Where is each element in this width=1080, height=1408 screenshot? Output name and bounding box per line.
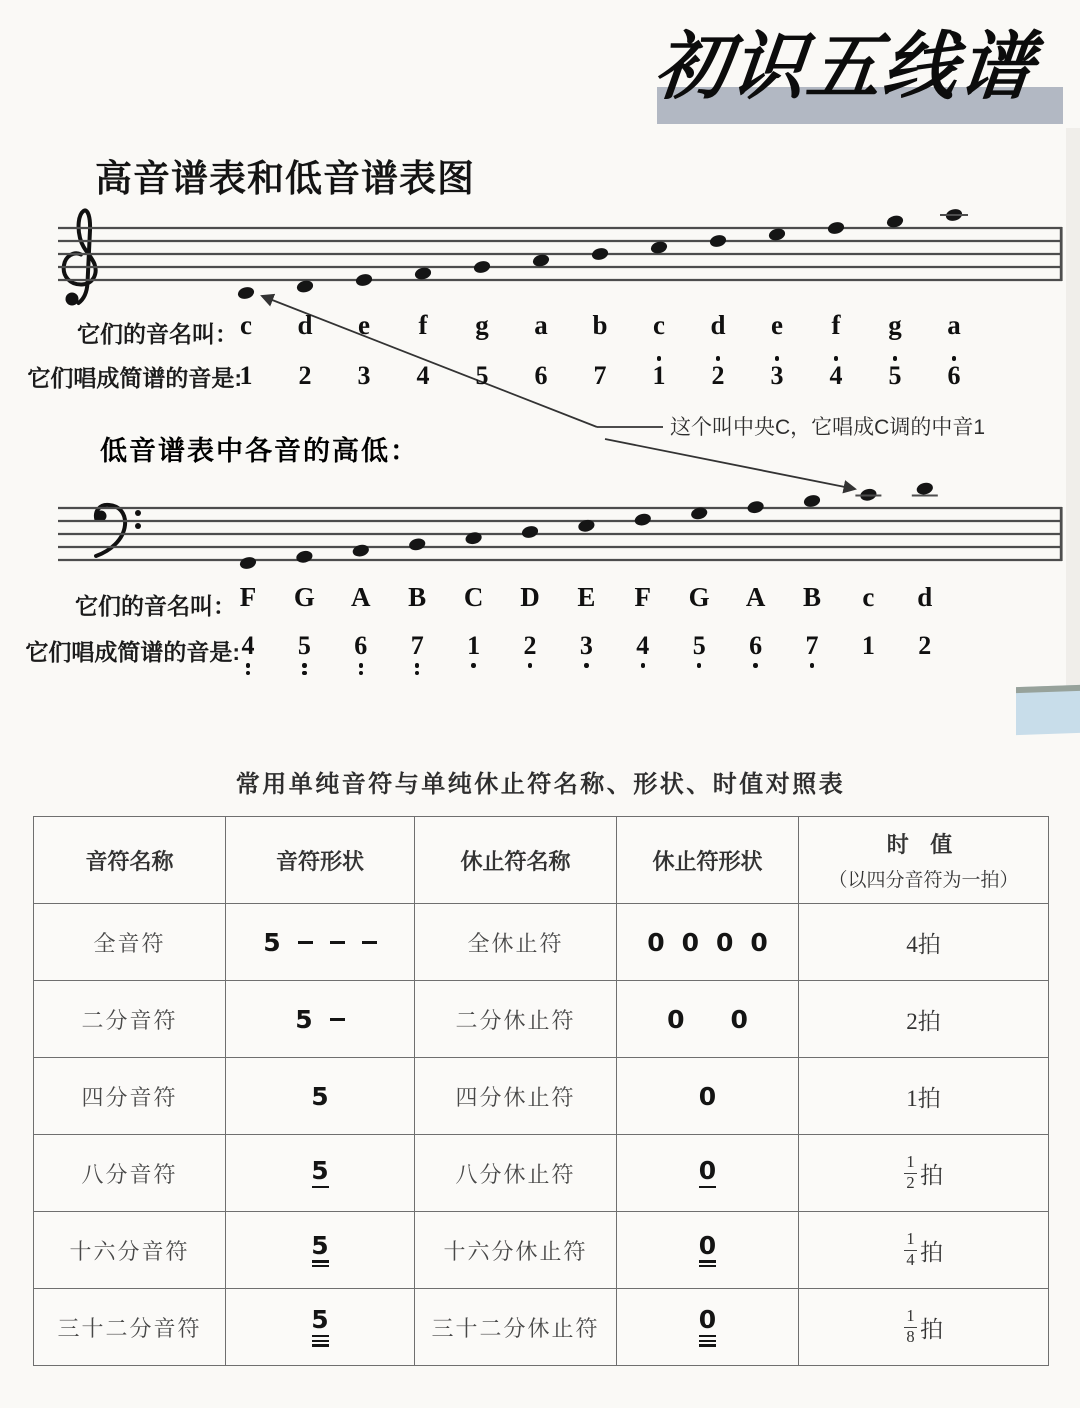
solfege-number [789, 633, 835, 668]
bass-names-label: 它们的音名叫： [75, 593, 236, 619]
page-title: 初识五线谱 [650, 25, 1040, 108]
solfege-number [518, 354, 564, 389]
octave-dot-column [620, 663, 666, 668]
octave-dot [302, 671, 307, 676]
octave-dot [471, 663, 476, 668]
solfege-number [931, 354, 977, 389]
octave-dot-column [507, 663, 553, 668]
note-shape-cell [226, 1058, 415, 1135]
solfege-digit: 5 [475, 361, 489, 390]
beat-value-cell [799, 904, 1049, 981]
note-name-cell: 四分音符 [34, 1058, 226, 1135]
note-name-label [341, 312, 387, 339]
note-shape [226, 1307, 414, 1347]
beat-value: 2拍 [906, 1008, 941, 1034]
beat-unit: 拍 [920, 1162, 944, 1188]
treble-notehead [591, 246, 610, 261]
treble-notehead [886, 214, 905, 229]
jianpu-stack [311, 1081, 329, 1111]
underline [312, 1265, 329, 1267]
octave-dot-column [789, 663, 835, 668]
note-letter: A [745, 582, 766, 612]
fraction [904, 1307, 917, 1347]
note-letter: c [653, 310, 665, 340]
solfege-number [282, 354, 328, 389]
jianpu-digit: 5 [263, 927, 281, 957]
underline [312, 1344, 329, 1346]
note-letter: g [475, 310, 489, 340]
note-shape-cell [226, 981, 415, 1058]
beat-value-cell [799, 1212, 1049, 1289]
note-name-label [789, 584, 835, 611]
jianpu-stack [699, 1307, 716, 1347]
fraction [904, 1153, 917, 1193]
note-shape [226, 927, 414, 957]
pointer-to-bass-middle-c [605, 439, 855, 489]
underline [699, 1260, 716, 1262]
rest-name-cell: 二分休止符 [415, 981, 617, 1058]
bass-notehead [295, 549, 314, 564]
underline-group [312, 1260, 329, 1267]
treble-clef-icon [64, 210, 96, 305]
solfege-digit: 6 [947, 361, 961, 390]
beat-fraction [904, 1230, 943, 1270]
octave-dot [641, 663, 646, 668]
underline [312, 1260, 329, 1262]
treble-names-label: 它们的音名叫： [77, 321, 238, 347]
rest-zero: 0 [716, 927, 734, 957]
rest-zero: 0 [667, 1004, 685, 1034]
solfege-digit: 2 [298, 361, 312, 390]
note-name-label [225, 584, 271, 611]
solfege-digit: 6 [354, 631, 368, 660]
jianpu-stack [311, 1307, 328, 1347]
rest-name-cell: 八分休止符 [415, 1135, 617, 1212]
note-name-label [620, 584, 666, 611]
bass-notehead [521, 524, 540, 539]
photo-corner-patch [1016, 685, 1080, 735]
note-letter: f [831, 310, 841, 340]
solfege-digit: 7 [410, 631, 424, 660]
jianpu-digit: 5 [295, 1004, 313, 1034]
octave-dot-column [451, 663, 497, 668]
underline [312, 1186, 329, 1188]
note-letter: B [802, 582, 821, 612]
duration-dash [362, 941, 377, 944]
jianpu-stack [698, 1081, 717, 1111]
solfege-number [754, 354, 800, 389]
jianpu-stack [311, 1158, 328, 1188]
note-name-cell: 八分音符 [34, 1135, 226, 1212]
jianpu-digit: 0 [698, 1230, 717, 1260]
note-name-cell: 二分音符 [34, 981, 226, 1058]
note-name-label [518, 312, 564, 339]
rest-shape-cell [617, 981, 799, 1058]
treble-notehead [827, 220, 846, 235]
note-letter: a [947, 310, 961, 340]
solfege-number [400, 354, 446, 389]
octave-dot [415, 663, 420, 668]
octave-dot [246, 663, 251, 668]
note-letter: G [293, 582, 315, 612]
rest-shape-cell [617, 1212, 799, 1289]
bass-notehead [633, 512, 652, 527]
treble-solfege-label: 它们唱成简谱的音是: [27, 365, 242, 391]
table-row [34, 904, 1049, 981]
solfege-number [341, 354, 387, 389]
solfege-number [577, 354, 623, 389]
octave-dot-column [281, 663, 327, 675]
note-letter: D [520, 582, 540, 612]
solfege-digit: 6 [534, 361, 548, 390]
rest-shape [617, 1307, 798, 1347]
octave-dot [246, 671, 251, 676]
middle-c-annotation: 这个叫中央C，它唱成C调的中音1 [670, 416, 986, 439]
fraction-numerator: 1 [904, 1153, 917, 1174]
rest-shape-cell [617, 1289, 799, 1366]
solfege-number [394, 633, 440, 675]
underline [699, 1335, 716, 1337]
solfege-number [507, 633, 553, 668]
solfege-number [225, 633, 271, 675]
treble-staff [58, 207, 1063, 300]
rest-shape [617, 1158, 798, 1188]
jianpu-digit: 5 [311, 1305, 329, 1335]
octave-dot [302, 663, 307, 668]
beat-value: 4拍 [906, 931, 941, 957]
fraction-denominator: 4 [906, 1250, 915, 1269]
note-shape-cell [226, 1289, 415, 1366]
bass-notehead [351, 543, 370, 558]
rest-name-cell: 四分休止符 [415, 1058, 617, 1135]
solfege-digit: 3 [579, 631, 593, 660]
treble-notehead [473, 259, 492, 274]
table-row [34, 981, 1049, 1058]
octave-dot-column [676, 663, 722, 668]
treble-notehead [709, 233, 728, 248]
solfege-digit: 4 [416, 361, 430, 390]
jianpu-digit: 0 [698, 1305, 717, 1335]
note-name-label [902, 584, 948, 611]
solfege-digit: 2 [523, 631, 537, 660]
octave-dot-column [563, 663, 609, 668]
beat-unit: 拍 [920, 1316, 944, 1342]
rest-zero: 0 [730, 1004, 748, 1034]
jianpu-stack [311, 1230, 329, 1268]
note-letter: d [297, 310, 313, 340]
header-beat-value: 时 值 （以四分音符为一拍） [799, 817, 1049, 904]
note-letter: a [534, 310, 548, 340]
octave-dot [697, 663, 702, 668]
solfege-digit: 4 [241, 631, 255, 660]
solfege-number [620, 633, 666, 668]
section-heading: 高音谱表和低音谱表图 [95, 158, 475, 199]
jianpu-digit: 0 [698, 1156, 717, 1186]
solfege-number [636, 354, 682, 389]
note-shape-cell [226, 1135, 415, 1212]
rest-shape-cell [617, 1135, 799, 1212]
note-letter: g [888, 310, 902, 340]
underline-group [312, 1335, 329, 1347]
note-letter: e [771, 310, 783, 340]
bass-solfege-label: 它们唱成简谱的音是: [25, 639, 240, 665]
note-letter: F [634, 582, 652, 612]
note-name-label [577, 312, 623, 339]
solfege-digit: 1 [861, 631, 875, 660]
octave-dot [415, 671, 420, 676]
note-shape [226, 1004, 414, 1034]
bass-notehead [746, 500, 765, 515]
octave-dot [753, 663, 758, 668]
note-name-label [813, 312, 859, 339]
solfege-digit: 5 [297, 631, 311, 660]
underline-group [312, 1186, 329, 1188]
note-name-label [695, 312, 741, 339]
beat-value-cell [799, 1058, 1049, 1135]
underline [312, 1340, 329, 1342]
underline-group [699, 1260, 716, 1267]
bass-notehead [239, 555, 258, 570]
header-note-shape: 音符形状 [226, 817, 415, 904]
solfege-digit: 2 [918, 631, 932, 660]
header-note-name: 音符名称 [34, 817, 226, 904]
note-letter: c [240, 310, 252, 340]
treble-notehead [650, 240, 669, 255]
solfege-digit: 4 [829, 361, 843, 390]
note-letter: C [463, 582, 484, 612]
header-rest-name: 休止符名称 [415, 817, 617, 904]
solfege-digit: 1 [467, 631, 481, 660]
note-name-cell: 十六分音符 [34, 1212, 226, 1289]
bass-clef-icon [96, 505, 142, 556]
solfege-number [813, 354, 859, 389]
treble-notehead [296, 279, 315, 294]
underline [699, 1186, 716, 1188]
note-name-label [394, 584, 440, 611]
bass-staff [58, 481, 1063, 570]
solfege-digit: 2 [711, 361, 725, 390]
solfege-number [451, 633, 497, 668]
rest-name-cell: 三十二分休止符 [415, 1289, 617, 1366]
duration-dash [330, 1018, 345, 1021]
note-letter: G [688, 582, 710, 612]
table-row [34, 1212, 1049, 1289]
solfege-number [902, 633, 948, 663]
note-name-cell: 全音符 [34, 904, 226, 981]
note-name-label [733, 584, 779, 611]
treble-notehead [414, 266, 433, 281]
duration-dash [330, 941, 345, 944]
beat-value-cell [799, 981, 1049, 1058]
beat-fraction [904, 1153, 943, 1193]
rest-zero: 0 [750, 927, 768, 957]
note-shape-cell [226, 1212, 415, 1289]
note-shape [226, 1230, 414, 1268]
octave-dot-column [733, 663, 779, 668]
jianpu-stack [295, 1004, 313, 1034]
treble-notehead [237, 285, 256, 300]
note-name-label [281, 584, 327, 611]
rest-zero: 0 [681, 927, 699, 957]
note-name-label [636, 312, 682, 339]
note-letter: c [862, 582, 875, 612]
note-name-label [676, 584, 722, 611]
solfege-digit: 1 [652, 361, 666, 390]
note-name-label [459, 312, 505, 339]
bass-section-heading: 低音谱表中各音的高低： [100, 436, 419, 466]
octave-dot [528, 663, 533, 668]
underline [699, 1340, 716, 1342]
beat-value-cell [799, 1289, 1049, 1366]
octave-dot-column [338, 663, 384, 675]
fraction-numerator: 1 [904, 1307, 917, 1328]
rest-zero: 0 [647, 927, 665, 957]
octave-dot [359, 671, 364, 676]
note-name-label [223, 312, 269, 339]
solfege-digit: 5 [692, 631, 706, 660]
bass-notehead [915, 481, 934, 496]
octave-dot [584, 663, 589, 668]
duration-dash [298, 941, 313, 944]
jianpu-digit: 5 [311, 1230, 329, 1260]
jianpu-digit: 5 [311, 1081, 329, 1111]
jianpu-stack [263, 927, 281, 957]
table-row [34, 1135, 1049, 1212]
photo-edge-strip [1066, 128, 1080, 686]
rest-shape-cell [617, 1058, 799, 1135]
octave-dot-column [394, 663, 440, 675]
jianpu-digit: 5 [311, 1156, 329, 1186]
note-name-label [400, 312, 446, 339]
solfege-number [676, 633, 722, 668]
jianpu-stack [699, 1158, 716, 1188]
solfege-number [563, 633, 609, 668]
note-name-label [872, 312, 918, 339]
table-title: 常用单纯音符与单纯休止符名称、形状、时值对照表 [235, 772, 846, 798]
fraction-numerator: 1 [904, 1230, 917, 1251]
solfege-digit: 7 [805, 631, 819, 660]
note-letter: b [592, 310, 608, 340]
table-row [34, 1289, 1049, 1366]
bass-notehead [803, 493, 822, 508]
underline [312, 1335, 329, 1337]
note-shape [226, 1081, 414, 1111]
note-letter: f [418, 310, 428, 340]
note-name-cell: 三十二分音符 [34, 1289, 226, 1366]
octave-dot-column [225, 663, 271, 675]
underline [699, 1265, 716, 1267]
solfege-digit: 6 [749, 631, 763, 660]
note-letter: d [917, 582, 933, 612]
underline-group [699, 1335, 716, 1347]
beat-unit: 拍 [920, 1239, 944, 1265]
note-name-label [507, 584, 553, 611]
treble-notehead [355, 272, 374, 287]
solfege-number [281, 633, 327, 675]
rest-shape [617, 1081, 798, 1111]
treble-notehead [768, 227, 787, 242]
solfege-number [845, 633, 891, 663]
note-letter: E [577, 582, 596, 612]
solfege-number [459, 354, 505, 389]
beat-value: 1拍 [906, 1085, 941, 1111]
fraction [904, 1230, 917, 1270]
beat-fraction [904, 1307, 943, 1347]
note-letter: F [239, 582, 257, 612]
solfege-number [223, 354, 269, 389]
note-letter: d [710, 310, 726, 340]
treble-notehead [532, 253, 551, 268]
solfege-digit: 1 [239, 361, 253, 390]
solfege-digit: 7 [593, 361, 607, 390]
rest-shape [617, 927, 798, 957]
rest-shape-cell [617, 904, 799, 981]
fraction-denominator: 2 [906, 1173, 915, 1192]
note-name-label [338, 584, 384, 611]
octave-dot [359, 663, 364, 668]
header-rest-shape: 休止符形状 [617, 817, 799, 904]
beat-value-cell [799, 1135, 1049, 1212]
solfege-digit: 4 [636, 631, 650, 660]
note-letter: e [358, 310, 370, 340]
rest-name-cell: 全休止符 [415, 904, 617, 981]
note-letter: B [408, 582, 427, 612]
rest-name-cell: 十六分休止符 [415, 1212, 617, 1289]
note-name-label [845, 584, 891, 611]
note-name-label [563, 584, 609, 611]
rest-shape [617, 1004, 798, 1034]
table-header-row [34, 817, 1049, 904]
note-name-label [282, 312, 328, 339]
solfege-digit: 3 [770, 361, 784, 390]
jianpu-digit: 0 [698, 1081, 717, 1111]
solfege-number [733, 633, 779, 668]
table-row [34, 1058, 1049, 1135]
note-name-label [451, 584, 497, 611]
jianpu-stack [698, 1230, 717, 1268]
note-shape [226, 1158, 414, 1188]
solfege-number [872, 354, 918, 389]
note-name-label [754, 312, 800, 339]
note-shape-cell [226, 904, 415, 981]
solfege-number [695, 354, 741, 389]
rest-shape [617, 1230, 798, 1268]
bass-notehead [408, 537, 427, 552]
underline-group [699, 1186, 716, 1188]
octave-dot [810, 663, 815, 668]
solfege-digit: 5 [888, 361, 902, 390]
solfege-digit: 3 [357, 361, 371, 390]
note-letter: A [351, 582, 371, 612]
fraction-denominator: 8 [906, 1327, 915, 1346]
underline [699, 1344, 716, 1346]
solfege-number [338, 633, 384, 675]
note-rest-value-table [33, 816, 1049, 1366]
note-name-label [931, 312, 977, 339]
